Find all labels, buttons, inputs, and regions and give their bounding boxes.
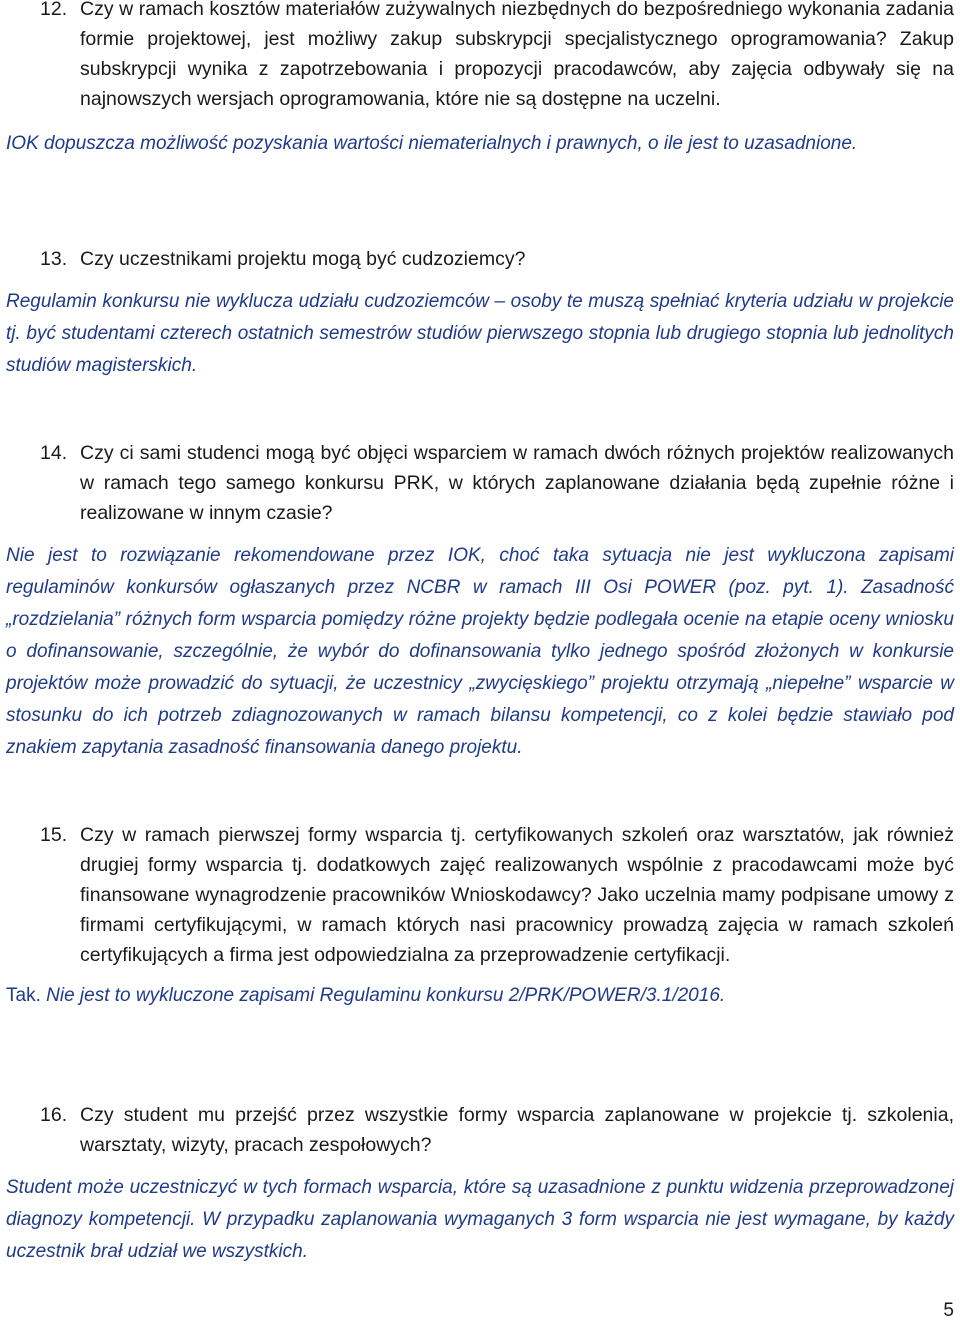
question-number: 14. (40, 442, 68, 464)
question-text: Czy w ramach kosztów materiałów zużywalnych niezbędnych do bezpośredniego wykonania zadania formie projektowej, jest możliwy zakup subskrypcji specjalistycznego oprogramowania? Zakup subskrypcji wynika z zapotrzebowania i propozycji pracodawców, aby zajęcia odbywały się na najnowszych wersjach oprogramowania, które nie są dostępne na uczelni. (80, 0, 954, 110)
question (0, 244, 960, 274)
question (0, 0, 960, 114)
answer-text: Student może uczestniczyć w tych formach wsparcia, które są uzasadnione z punktu widzenia przeprowadzonej diagnozy kompetencji. W przypadku zaplanowania wymaganych 3 form wsparcia nie jest wymagane, by każdy uczestnik brał udział we wszystkich. (6, 1177, 954, 1262)
answer-text: IOK dopuszcza możliwość pozyskania wartości niematerialnych i prawnych, o ile jest to uzasadnione. (6, 133, 858, 154)
answer-text: Regulamin konkursu nie wyklucza udziału cudzoziemców – osoby te muszą spełniać kryteria udziału w projekcie tj. być studentami czterech ostatnich semestrów studiów pierwszego stopnia lub drugiego stopnia lub jednolitych studiów magisterskich. (6, 291, 954, 376)
qa-item-14 (0, 438, 960, 764)
answer (0, 128, 960, 160)
question-number: 13. (40, 248, 68, 270)
qa-item-16 (0, 1100, 960, 1268)
question-text: Czy uczestnikami projektu mogą być cudzoziemcy? (80, 248, 526, 270)
question-text: Czy w ramach pierwszej formy wsparcia tj. certyfikowanych szkoleń oraz warsztatów, jak również drugiej formy wsparcia tj. dodatkowych zajęć realizowanych wspólnie z pracodawcami może być finansowane wynagrodzenie pracowników Wnioskodawcy? Jako uczelnia mamy podpisane umowy z firmami certyfikującymi, w ramach których nasi pracownicy prowadzą zajęcia w ramach szkoleń certyfikujących a firma jest odpowiedzialna za przeprowadzenie certyfikacji. (80, 824, 954, 966)
answer (0, 540, 960, 764)
question-number: 16. (40, 1104, 68, 1126)
answer (0, 1172, 960, 1268)
answer-text: Nie jest to rozwiązanie rekomendowane przez IOK, choć taka sytuacja nie jest wykluczona zapisami regulaminów konkursów ogłaszanych przez NCBR w ramach III Osi POWER (poz. pyt. 1). Zasadność „rozdzielania” różnych form wsparcia pomiędzy różne projekty będzie podlegała ocenie na etapie oceny wniosku o dofinansowanie, szczególnie, że wybór do dofinansowania tylko jednego spośród złożonych w konkursie projektów może prowadzić do sytuacji, że uczestnicy „zwycięskiego” projektu otrzymają „niepełne” wsparcie w stosunku do ich potrzeb zdiagnozowanych w ramach bilansu kompetencji, co z kolei będzie stawiało pod znakiem zapytania zasadność finansowania danego projektu. (6, 545, 954, 758)
question (0, 438, 960, 528)
answer (0, 286, 960, 382)
question (0, 1100, 960, 1160)
answer-text: Nie jest to wykluczone zapisami Regulaminu konkursu 2/PRK/POWER/3.1/2016. (40, 985, 726, 1006)
question-text: Czy ci sami studenci mogą być objęci wsparciem w ramach dwóch różnych projektów realizowanych w ramach tego samego konkursu PRK, w których zaplanowane działania będą zupełnie różne i realizowane w innym czasie? (80, 442, 954, 524)
answer-lead: Tak. (6, 985, 41, 1006)
qa-item-12 (0, 0, 960, 160)
question-text: Czy student mu przejść przez wszystkie formy wsparcia zaplanowane w projekcie tj. szkolenia, warsztaty, wizyty, pracach zespołowych? (80, 1104, 954, 1156)
question-number: 12. (40, 0, 68, 20)
qa-item-15 (0, 820, 960, 1012)
answer (0, 980, 960, 1012)
question (0, 820, 960, 970)
page-number: 5 (943, 1300, 954, 1321)
qa-item-13 (0, 244, 960, 382)
question-number: 15. (40, 824, 68, 846)
